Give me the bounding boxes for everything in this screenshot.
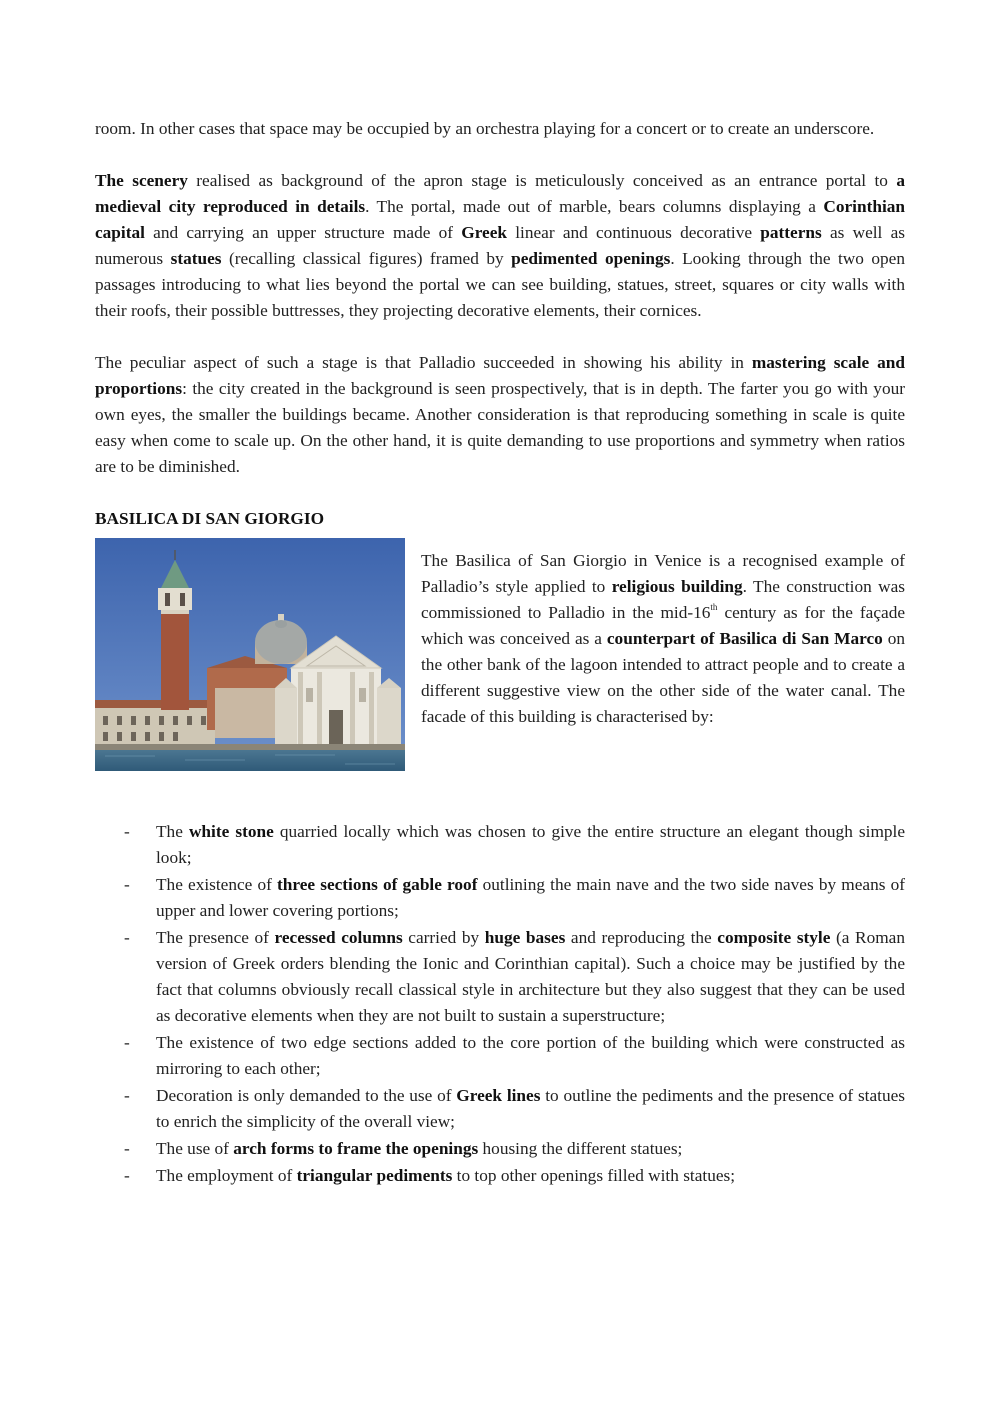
bold-text: triangular pediments — [296, 1166, 453, 1185]
bold-text: recessed columns — [274, 928, 403, 947]
bold-text: a medieval city reproduced in details — [95, 171, 905, 216]
section-heading: BASILICA DI SAN GIORGIO — [95, 509, 325, 528]
text-run: to top other openings filled with statues; — [452, 1166, 736, 1185]
bold-text: mastering scale and proportions — [95, 353, 906, 398]
list-item — [95, 925, 905, 1029]
list-item — [95, 1163, 905, 1189]
text-run: The — [156, 822, 189, 841]
section-intro-text — [421, 548, 905, 730]
list-bullet: - — [124, 1033, 130, 1052]
text-run: housing the different statues; — [478, 1139, 683, 1158]
bold-text: The scenery — [95, 171, 188, 190]
text-run: and carrying an upper structure made of — [144, 223, 462, 242]
list-item — [95, 1083, 905, 1135]
superscript: th — [710, 602, 718, 612]
text-run: The employment of — [156, 1166, 297, 1185]
text-run: quarried locally which was chosen to give the entire structure an elegant though simple look; — [156, 822, 906, 867]
facade-features-list — [95, 819, 905, 1189]
list-bullet: - — [124, 1086, 130, 1105]
section-intro — [95, 538, 905, 774]
bold-text: huge bases — [484, 928, 566, 947]
bold-text: patterns — [760, 223, 822, 242]
paragraph-1: room. In other cases that space may be occupied by an orchestra playing for a concert or to create an underscore. — [95, 119, 875, 138]
bold-text: three sections of gable roof — [277, 875, 478, 894]
list-bullet: - — [124, 928, 130, 947]
list-bullet: - — [124, 1166, 130, 1185]
text-run: (recalling classical figures) framed by — [221, 249, 512, 268]
bold-text: pedimented openings — [511, 249, 671, 268]
text-run: The Basilica of San Giorgio in Venice is a recognised example of Palladio’s style applied to — [421, 551, 905, 596]
text-run: The presence of — [156, 928, 275, 947]
basilica-photo — [95, 538, 405, 771]
text-run: to outline the pediments and the presence of statues to enrich the simplicity of the overall view; — [156, 1086, 905, 1131]
text-run: The existence of — [156, 875, 278, 894]
list-item — [95, 872, 905, 924]
list-item — [95, 819, 905, 871]
bold-text: counterpart of Basilica di San Marco — [606, 629, 883, 648]
text-run: The use of — [156, 1139, 234, 1158]
text-run: . The construction was commissioned to Palladio in the mid-16 — [421, 577, 906, 622]
paragraph-scenery — [95, 168, 905, 324]
text-run: : the city created in the background is seen prospectively, that is in depth. The farter you go with your own eyes, the smaller the buildings became. Another consideration is that reproducing something in scale is quite easy when come to scale up. On the other hand, it is quite demanding to use proportions and symmetry when ratios are to be diminished. — [95, 379, 905, 476]
bold-text: statues — [170, 249, 222, 268]
text-run: realised as background of the apron stage is meticulously conceived as an entrance portal to — [187, 171, 897, 190]
text-run: as well as numerous — [95, 223, 905, 268]
text-run: Decoration is only demanded to the use of — [156, 1086, 457, 1105]
list-bullet: - — [124, 822, 130, 841]
document-page — [95, 116, 905, 1190]
bold-text: religious building — [611, 577, 743, 596]
paragraph-proportions — [95, 350, 905, 480]
bold-text: composite style — [717, 928, 831, 947]
text-run: . The portal, made out of marble, bears columns displaying a — [365, 197, 824, 216]
list-bullet: - — [124, 1139, 130, 1158]
bold-text: Greek — [461, 223, 508, 242]
list-item — [95, 1136, 905, 1162]
text-run: (a Roman version of Greek orders blending the Ionic and Corinthian capital). Such a choice may be justified by the fact that columns obviously recall classical style in architecture but they also suggest that they can be used as decorative elements when they are not built to sustain a superstructure; — [156, 928, 905, 1025]
text-run: century as for the façade which was conceived as a — [421, 603, 906, 648]
bold-text: arch forms to frame the openings — [233, 1139, 479, 1158]
text-run: carried by — [402, 928, 485, 947]
bold-text: Greek lines — [456, 1086, 541, 1105]
list-bullet: - — [124, 875, 130, 894]
text-run: on the other bank of the lagoon intended to attract people and to create a different suggestive view on the other side of the water canal. The facade of this building is characterised by: — [421, 629, 905, 726]
bold-text: Corinthian capital — [95, 197, 905, 242]
text-run: The peculiar aspect of such a stage is that Palladio succeeded in showing his ability in — [95, 353, 752, 372]
list-item — [95, 1030, 905, 1082]
text-run: The existence of two edge sections added to the core portion of the building which were constructed as mirroring to each other; — [156, 1033, 905, 1078]
text-run: . Looking through the two open passages introducing to what lies beyond the portal we can see building, statues, street, squares or city walls with their roofs, their possible buttresses, they projecting decorative elements, their cornices. — [95, 249, 905, 320]
bold-text: white stone — [188, 822, 274, 841]
text-run: linear and continuous decorative — [507, 223, 761, 242]
text-run: and reproducing the — [565, 928, 718, 947]
text-run: outlining the main nave and the two side naves by means of upper and lower covering portions; — [156, 875, 905, 920]
